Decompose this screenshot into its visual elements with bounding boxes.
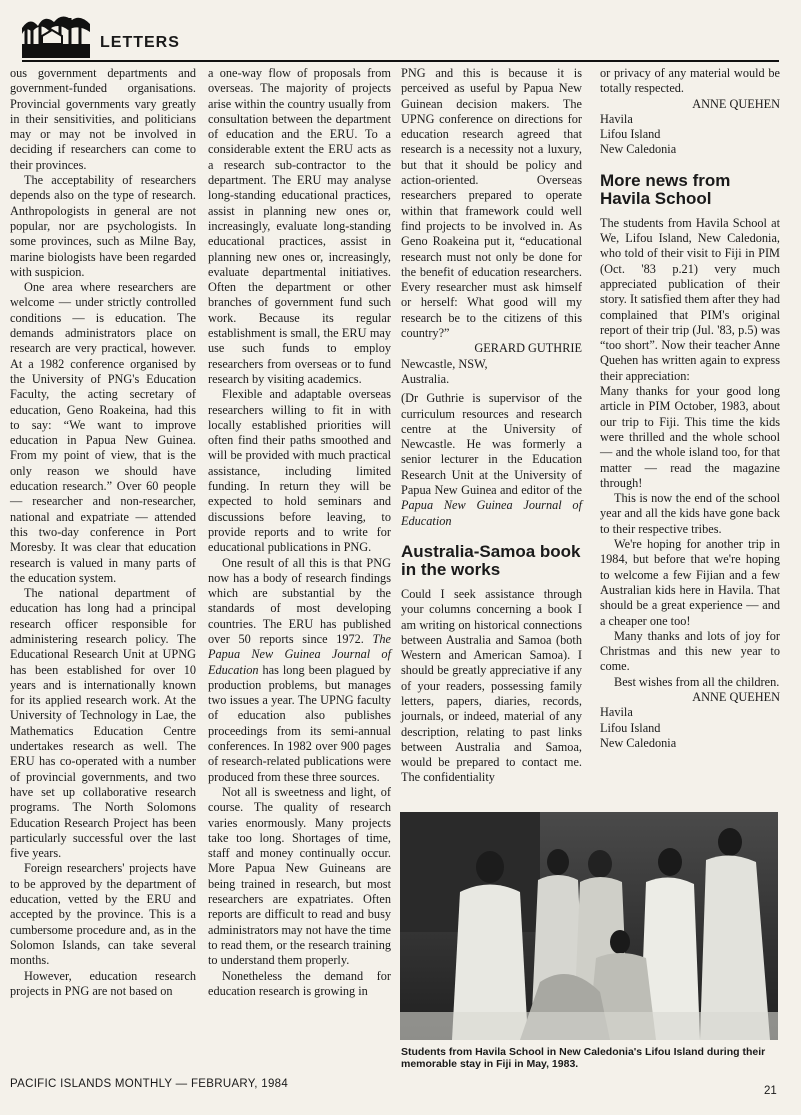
signature-address: Lifou Island — [600, 720, 661, 735]
signature-address: Havila — [600, 111, 633, 126]
editor-note — [401, 391, 582, 529]
paragraph: However, education research projects in PNG are not based on — [10, 968, 196, 998]
signature-address: Lifou Island — [600, 127, 661, 142]
paragraph-text: One result of all this is that PNG now has a body of research findings which are substantial by the standards of most developing countries. The ERU has published over 50 reports since 1972. — [208, 555, 391, 646]
paragraph — [208, 556, 391, 785]
column-1 — [10, 66, 196, 999]
paragraph: The acceptability of researchers depends also on the type of research. Anthropologists in general are not popular, nor are psychologists. In some provinces, such as Milne Bay, marine biologists have been regarded with suspicion. — [10, 173, 196, 279]
paragraph: a one-way flow of proposals from overseas. The majority of projects arise within the country usually from consultation between the department of education and the ERU. To a considerable extent the ERU acts as a research sub-contractor to the department. The ERU may analyse long-standing educational practices, assist in planning new ones or, increasingly, evaluate long-standing educational practices, assist in planning new ones or, increasingly, evaluate departmental initiatives. Often the department or other branches of government fund such work. Because its regular establishment is small, the ERU may use such funds to employ researchers from overseas or to fund research by visiting academics. — [208, 66, 391, 386]
paragraph: Many thanks for your good long article in PIM October, 1983, about our trip to Fiji. This time the kids were thrilled and the whole school — and the whole island too, for that matter — read the magazine through! — [600, 384, 780, 490]
signature-address: Australia. — [401, 371, 450, 386]
column-2 — [208, 66, 391, 999]
paragraph: Nonetheless the demand for education research is growing in — [208, 968, 391, 998]
signature-address: New Caledonia — [600, 142, 677, 157]
paragraph: One area where researchers are welcome — under strictly controlled conditions — is education. The demands administrators place on research are very practical, however. At a 1982 conference organised by the University of PNG's Education Faculty, the acting secretary of education, Geno Roakeina, had this to say: “We want to improve education in Papua New Guinea. From my point of view, that is the only reason we should have education research.” Over 60 people — researcher and non-researcher, national and expatriate — attended this two-day conference in Port Moresby. It was clear that education research is valued in many parts of the education system. — [10, 280, 196, 585]
photo-caption: Students from Havila School in New Caledonia's Lifou Island during their memorable stay in Fiji in May, 1983. — [401, 1046, 766, 1070]
column-3 — [401, 66, 582, 786]
paragraph: Foreign researchers' projects have to be approved by the department of education, vetted by the ERU and accepted by the province. This is a cumbersome procedure and, as in the Solomon Islands, can take several months. — [10, 861, 196, 968]
paragraph: The national department of education has long had a principal research officer responsible for administering research policy. The Educational Research Unit at UPNG has been established for over 10 years and is internationally known for its applied research work. At the University of Technology in Lae, the Mathematics Education Centre undertakes research as well. The ERU has co-operated with a number of provincial governments, and two have set up collaborative research programs. The North Solomons Education Research Project has been particularly successful over the last five years. — [10, 586, 196, 861]
journal-title: Papua New Guinea Journal of Education — [401, 498, 582, 528]
students-photo — [400, 812, 778, 1040]
journal-title: The Papua New Guinea Journal of Education — [208, 631, 391, 677]
paragraph: The students from Havila School at We, Lifou Island, New Caledonia, who told of their visit to Fiji in PIM (Oct. '83 p.21) very much appreciated publication of their story. It satisfied them after they had complained that PIM's original report of their trip (Jul. '83, p.5) was “too short”. Now their teacher Anne Quehen has written again to express their appreciation: — [600, 215, 780, 383]
signature-name: GERARD GUTHRIE — [474, 341, 582, 356]
signature-address: Newcastle, NSW, — [401, 356, 488, 371]
paragraph: Best wishes from all the children. — [614, 674, 780, 689]
signature-name: ANNE QUEHEN — [692, 96, 780, 111]
paragraph: Not all is sweetness and light, of course. The quality of research varies enormously. Many projects take too long. Shortages of time, staff and money continually occur. More Papua New Guineans are being trained in research, but most researchers are expatriates. Often reports are difficult to read and busy administrators may not have the time to read them, or the research training to understand them properly. — [208, 784, 391, 968]
note-text: (Dr Guthrie is supervisor of the curriculum resources and research centre at the University of Newcastle. He was formerly a senior lecturer in the Education Research Unit at the University of Papua New Guinea and editor of the — [401, 391, 582, 498]
section-title: LETTERS — [100, 34, 180, 51]
paragraph: Many thanks and lots of joy for Christmas and this new year to come. — [600, 628, 780, 674]
header-rule — [22, 60, 779, 62]
page-number: 21 — [764, 1085, 777, 1097]
column-4 — [600, 66, 780, 751]
signature-address: New Caledonia — [600, 735, 677, 750]
publication-footer: PACIFIC ISLANDS MONTHLY — FEBRUARY, 1984 — [10, 1078, 289, 1090]
paragraph: PNG and this is because it is perceived as useful by Papua New Guinean decision makers. The UPNG conference on directions for education research agreed that research is a necessity not a luxury, but that it should be policy and action-oriented. Overseas researchers prepared to operate within that framework could well find projects to be involved in. As Geno Roakeina put it, “educational research must not only be done for the benefit of education researchers. Every researcher must ask himself or herself: What good will my research be to the citizens of this country?” — [401, 66, 582, 341]
paragraph: We're hoping for another trip in 1984, but before that we're hoping to welcome a few Fijian and a few Australian kids here in Havila. That should be a great experience — and a cheaper one too! — [600, 537, 780, 628]
letter-heading: More news from Havila School — [600, 170, 731, 208]
paragraph: ous government departments and government-funded organisations. Provincial governments vary greatly in their sensitivities, and politicians may or may not be involved in deciding if researchers can come to their provinces. — [10, 66, 196, 172]
paragraph: or privacy of any material would be totally respected. — [600, 66, 780, 96]
page-header — [22, 14, 779, 60]
palm-huts-logo-icon — [22, 14, 90, 58]
letter-heading: Australia-Samoa book in the works — [401, 541, 581, 579]
signature-address: Havila — [600, 705, 633, 720]
paragraph: Flexible and adaptable overseas researchers willing to fit in with locally established priorities will often find their paths smoothed and will be provided with much practical assistance, including limited funding. In return they will be expected to hold seminars and discussions before leaving, to provide reports and to write for educational publications in PNG. — [208, 387, 391, 555]
photo-image — [400, 812, 778, 1040]
paragraph: This is now the end of the school year and all the kids have gone back to their respective tribes. — [600, 491, 780, 536]
paragraph: Could I seek assistance through your columns concerning a book I am writing on historical connections between Australia and Samoa (both Western and American Samoa). I should be greatly appreciative if any of your readers, possessing family letters, papers, diaries, records, journals, or indeed, material of any description, relating to past links between Australia and Samoa, would be prepared to contact me. The confidentiality — [401, 586, 582, 785]
paragraph-text: has long been plagued by production problems, but manages two issues a year. The UPNG faculty of education also publishes proceedings from its semi-annual conferences. In 1982 over 900 pages of research-related publications were produced from these three sources. — [208, 662, 391, 784]
signature-name: ANNE QUEHEN — [692, 689, 780, 704]
